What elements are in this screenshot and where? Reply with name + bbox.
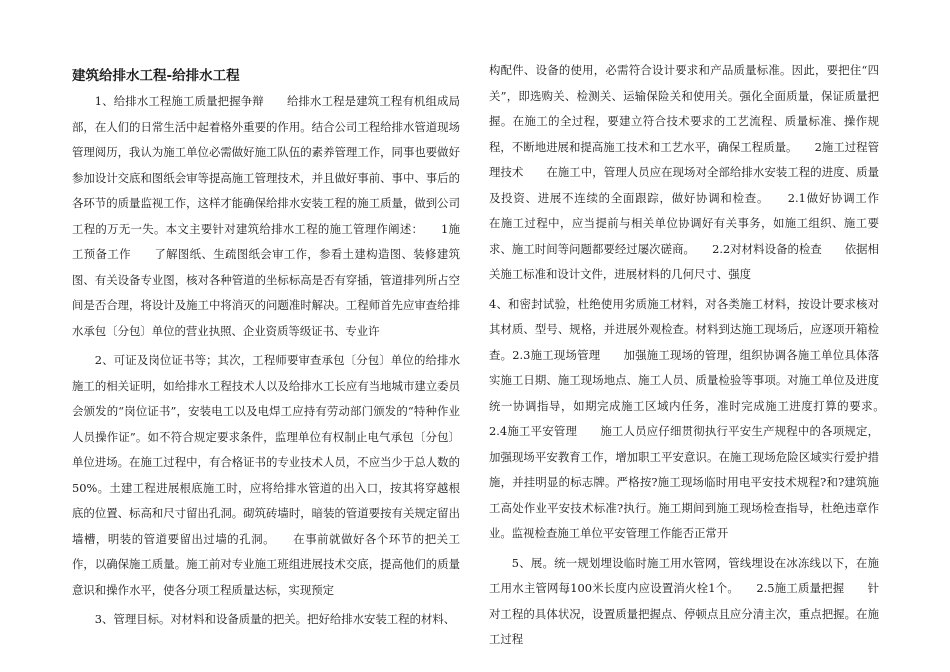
paragraph-4: 构配件、设备的使用，必需符合设计要求和产品质量标准。因此，要把住“四关”，即选购关、检测关、运输保险关和使用关。强化全面质量，保证质量把握。在施工的全过程，要建立符合技术要求的工艺流程、质量标准、操作规程，不断地进展和提高施工技术和工艺水平，确保工程质量。 2施工过程管理技术 在施工中，管理人员应在现场对全部给排水安装工程的进度、质量及投资、进展不连续的全面跟踪，做好协调和检查。 2.1做好协调工作 在施工过程中，应当提前与相关单位协调好有关事务，如施工组织、施工要求、施工时间等问题都要经过屡次磋商。 2.2对材料设备的检查 依据相关施工标准和设计文件，进展材料的几何尺寸、强度 xyxy=(489,63,902,281)
document-title: 建筑给排水工程-给排水工程 xyxy=(72,68,240,84)
paragraph-5: 4、和密封试验，杜绝使用劣质施工材料，对各类施工材料，按设计要求核对其材质、型号、规格，并进展外观检查。材料到达施工现场后，应逐项开箱检查。2.3施工现场管理 加强施工现场的管理，组织协调各施工单位具体落实施工日期、施工现场地点、施工人员、质量检验等事项。对施工单位及进度统一协调指导，如期完成施工区域内任务，准时完成施工进度打算的要求。 2.4施工平安管理 施工人员应仔细贯彻执行平安生产规程中的各项规定，加强现场平安教育工作，增加职工平安意识。在施工现场危险区域实行爱护措施，并挂明显的标志牌。严格按?施工现场临时用电平安技术规程?和?建筑施工高处作业平安技术标准?执行。施工期间到施工现场检查指导，杜绝违章作业。监视检查施工单位平安管理工作能否正常开 xyxy=(489,296,902,540)
paragraph-1: 1、给排水工程施工质量把握争辩 给排水工程是建筑工程有机组成局部，在人们的日常生活中起着格外重要的作用。结合公司工程给排水管道现场管理阅历，我认为施工单位必需做好施工队伍的素养管理工作，同事也要做好参加设计交底和图纸会审等提高施工管理技术，并且做好事前、事中、事后的各环节的质量监视工作，这样才能确保给排水安装工程的施工质量，做到公司工程的万无一失。本文主要针对建筑给排水工程的施工管理作阐述： 1施工预备工作 了解图纸、生疏图纸会审工作，参看土建构造图、装修建筑图、有关设备专业图，核对各种管道的坐标标高是否有穿插，管道排列所占空间是否合理，将设计及施工中将消灭的问题准时解决。工程师首先应审查给排水承包〔分包〕单位的营业执照、企业资质等级证书、专业许 xyxy=(72,94,460,338)
right-column xyxy=(489,58,902,653)
left-column xyxy=(72,58,460,633)
paragraph-3: 3、管理目标。对材料和设备质量的把关。把好给排水安装工程的材料、 xyxy=(94,612,456,626)
paragraph-6: 5、展。统一规划埋设临时施工用水管网，管线埋设在冰冻线以下，在施工用水主管网每100米长度内应设置消火栓1个。 2.5施工质量把握 针对工程的具体状况，设置质量把握点、停顿点且应分清主次，重点把握。在施工过程 xyxy=(489,555,879,646)
paragraph-2: 2、可证及岗位证书等；其次，工程师要审查承包〔分包〕单位的给排水施工的相关证明，如给排水工程技术人以及给排水工长应有当地城市建立委员会颁发的“岗位证书”，安装电工以及电焊工应持有劳动部门颁发的“特种作业人员操作证”。如不符合规定要求条件，监理单位有权制止电气承包〔分包〕单位进场。在施工过程中，有合格证书的专业技术人员，不应当少于总人数的50%。土建工程进展根底施工时，应将给排水管道的出入口，按其将穿越根底的位置、标高和尺寸留出孔洞。砌筑砖墙时，暗装的管道要按有关规定留出墙槽，明装的管道要留出过墙的孔洞。 在事前就做好各个环节的把关工作，以确保施工质量。施工前对专业施工班组进展技术交底，提高他们的质量意识和操作水平，使各分项工程质量达标，实现预定 xyxy=(72,353,460,597)
